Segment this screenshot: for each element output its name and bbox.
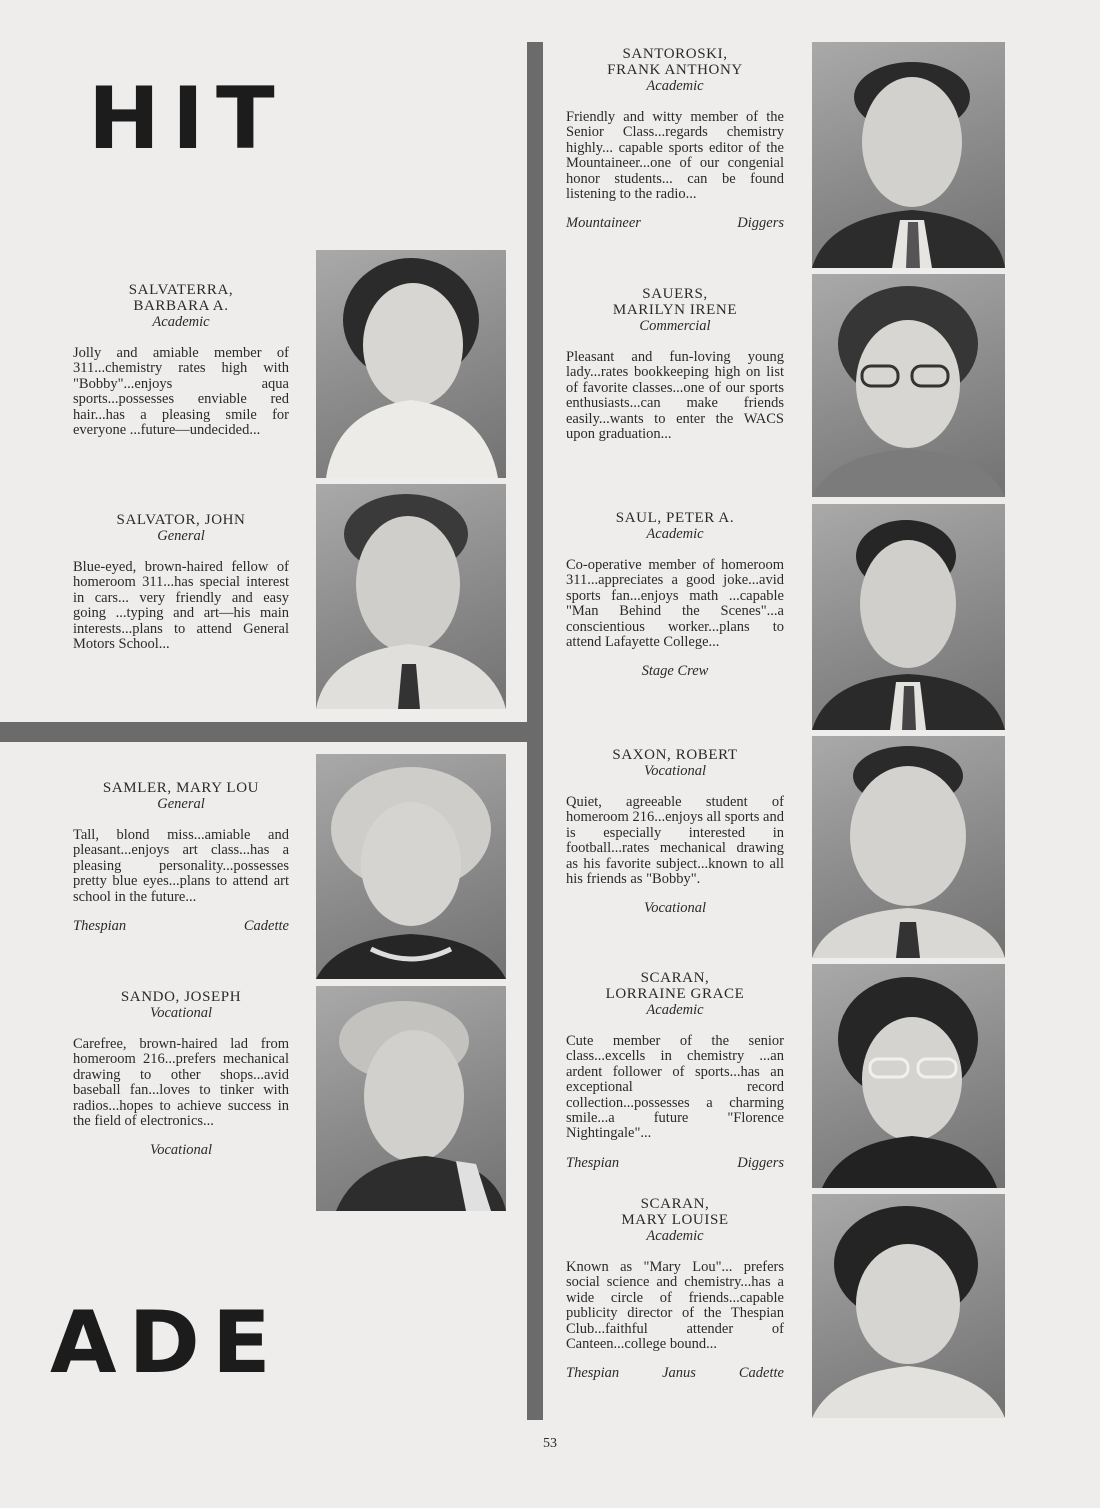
description: Co-operative member of homeroom 311...appreciates a good joke...avid sports fan...enjoys math ...capable "Man Behind the Scenes"...a conscientious worker...plans to attend Lafayette College... (566, 557, 784, 651)
course: General (157, 528, 205, 544)
course: General (157, 796, 205, 812)
entry-saxon (566, 747, 784, 917)
portrait-photo (316, 484, 506, 709)
activities (566, 901, 784, 916)
portrait-photo (812, 736, 1005, 958)
portrait-photo (812, 1194, 1005, 1418)
student-name: SAXON, ROBERT (612, 747, 738, 763)
student-name: SAMLER, MARY LOU (102, 780, 260, 796)
portrait-photo (812, 964, 1005, 1188)
activities (566, 216, 784, 231)
activity: Thespian (566, 1365, 620, 1382)
activity: Diggers (737, 1154, 784, 1171)
course: Academic (646, 1228, 704, 1244)
activity: Thespian (566, 1154, 620, 1171)
entry-samler (73, 780, 289, 934)
student-name: SAUL, PETER A. (615, 510, 735, 526)
entry-saul (566, 510, 784, 680)
activity: Diggers (737, 215, 784, 232)
page-number: 53 (543, 1436, 557, 1451)
activities (73, 919, 289, 934)
course: Academic (646, 1002, 704, 1018)
activities (73, 1143, 289, 1158)
portrait-photo (316, 986, 506, 1211)
activity: Thespian (73, 918, 127, 935)
activity: Janus (662, 1365, 696, 1382)
course: Vocational (643, 763, 707, 779)
entry-scaran-lorraine (566, 970, 784, 1171)
activity: Cadette (738, 1365, 784, 1382)
activities (566, 664, 784, 679)
description: Known as "Mary Lou"... prefers social science and chemistry...has a wide circle of friends...capable publicity director of the Thespian Club...faithful attender of Canteen...college bound... (566, 1259, 784, 1353)
portrait-photo (316, 754, 506, 979)
description: Tall, blond miss...amiable and pleasant...enjoys art class...has a pleasing personality...possesses pretty blue eyes...plans to attend art school in the future... (73, 827, 289, 905)
student-name: SANTOROSKI, FRANK ANTHONY (607, 46, 743, 78)
description: Carefree, brown-haired lad from homeroom 216...prefers mechanical drawing to other shops...avid baseball fan...loves to tinker with radios...hopes to achieve success in the field of electronics... (73, 1036, 289, 1130)
description: Cute member of the senior class...excells in chemistry ...an ardent follower of sports...has an exceptional record collection...possesses a charming smile...a future "Florence Nightingale"... (566, 1033, 784, 1142)
entry-scaran-mary (566, 1196, 784, 1382)
entry-santoroski (566, 46, 784, 232)
description: Pleasant and fun-loving young lady...rates bookkeeping high on list of favorite classes...one of our sports enthusiasts...can make friends easily...wants to enter the WACS upon graduation... (566, 349, 784, 443)
entry-sando (73, 989, 289, 1159)
description: Quiet, agreeable student of homeroom 216...enjoys all sports and is especially interested in football...rates mechanical drawing as his favorite subject...known to all his friends as "Bobby". (566, 794, 784, 888)
decorative-word-ade: ADE (50, 1293, 283, 1393)
course: Vocational (149, 1005, 213, 1021)
activity: Stage Crew (641, 663, 709, 680)
student-name: SALVATERRA, BARBARA A. (128, 282, 234, 314)
student-name: SAUERS, MARILYN IRENE (612, 286, 738, 318)
portrait-photo (812, 274, 1005, 497)
entry-sauers (566, 286, 784, 442)
activities (566, 1366, 784, 1381)
student-name: SCARAN, MARY LOUISE (621, 1196, 729, 1228)
description: Blue-eyed, brown-haired fellow of homeroom 311...has special interest in cars... very friendly and easy going ...typing and art—his main interests...plans to attend General Motors School... (73, 559, 289, 653)
decorative-word-hit: HIT (88, 69, 287, 169)
portrait-photo (812, 504, 1005, 730)
portrait-photo (316, 250, 506, 478)
course: Academic (646, 78, 704, 94)
course: Academic (646, 526, 704, 542)
description: Jolly and amiable member of 311...chemistry rates high with "Bobby"...enjoys aqua sports...possesses enviable red hair...has a pleasing smile for everyone ...future—undecided... (73, 345, 289, 439)
portrait-photo (812, 42, 1005, 268)
activity: Cadette (243, 918, 289, 935)
horizontal-divider-bar (0, 722, 543, 742)
entry-salvaterra (73, 282, 289, 438)
activity: Vocational (149, 1142, 213, 1159)
course: Commercial (639, 318, 711, 334)
entry-salvator (73, 512, 289, 652)
student-name: SANDO, JOSEPH (120, 989, 242, 1005)
activity: Mountaineer (566, 215, 641, 232)
activity: Vocational (643, 900, 707, 917)
student-name: SALVATOR, JOHN (116, 512, 246, 528)
course: Academic (152, 314, 210, 330)
student-name: SCARAN, LORRAINE GRACE (605, 970, 745, 1002)
description: Friendly and witty member of the Senior Class...regards chemistry highly... capable sports editor of the Mountaineer...one of our congenial honor students... can be found listening to the radio... (566, 109, 784, 203)
activities (566, 1156, 784, 1171)
